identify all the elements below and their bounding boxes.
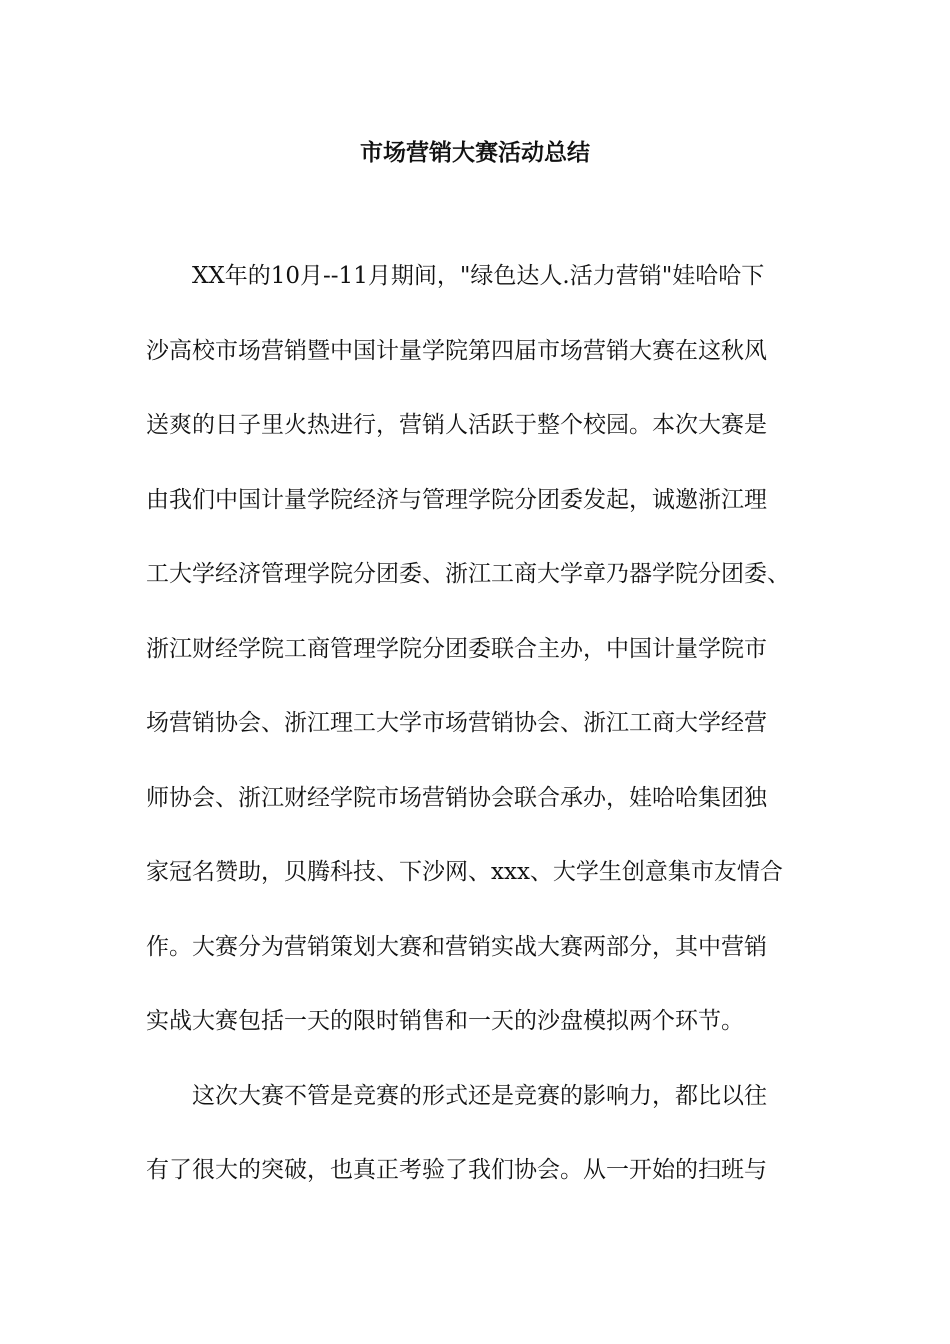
paragraph-line: 浙江财经学院工商管理学院分团委联合主办，中国计量学院市 [146, 636, 767, 662]
paragraph-line: 作。大赛分为营销策划大赛和营销实战大赛两部分，其中营销 [146, 934, 767, 960]
paragraph-line: 实战大赛包括一天的限时销售和一天的沙盘模拟两个环节。 [146, 1008, 744, 1034]
paragraph-line: 这次大赛不管是竞赛的形式还是竞赛的影响力，都比以往 [192, 1083, 767, 1109]
document-title: 市场营销大赛活动总结 [360, 139, 590, 166]
paragraph-line: 有了很大的突破，也真正考验了我们协会。从一开始的扫班与 [146, 1157, 767, 1183]
paragraph-line: 沙高校市场营销暨中国计量学院第四届市场营销大赛在这秋风 [146, 338, 767, 364]
paragraph-line: 师协会、浙江财经学院市场营销协会联合承办，娃哈哈集团独 [146, 785, 767, 811]
paragraph-line: 场营销协会、浙江理工大学市场营销协会、浙江工商大学经营 [146, 710, 767, 736]
paragraph-line: 家冠名赞助，贝腾科技、下沙网、xxx、大学生创意集市友情合 [146, 859, 783, 885]
paragraph-line: 由我们中国计量学院经济与管理学院分团委发起，诚邀浙江理 [146, 487, 767, 513]
paragraph-line: XX年的10月--11月期间，"绿色达人.活力营销"娃哈哈下 [192, 263, 765, 289]
paragraph-line: 工大学经济管理学院分团委、浙江工商大学章乃器学院分团委、 [146, 561, 790, 587]
paragraph-line: 送爽的日子里火热进行，营销人活跃于整个校园。本次大赛是 [146, 412, 767, 438]
